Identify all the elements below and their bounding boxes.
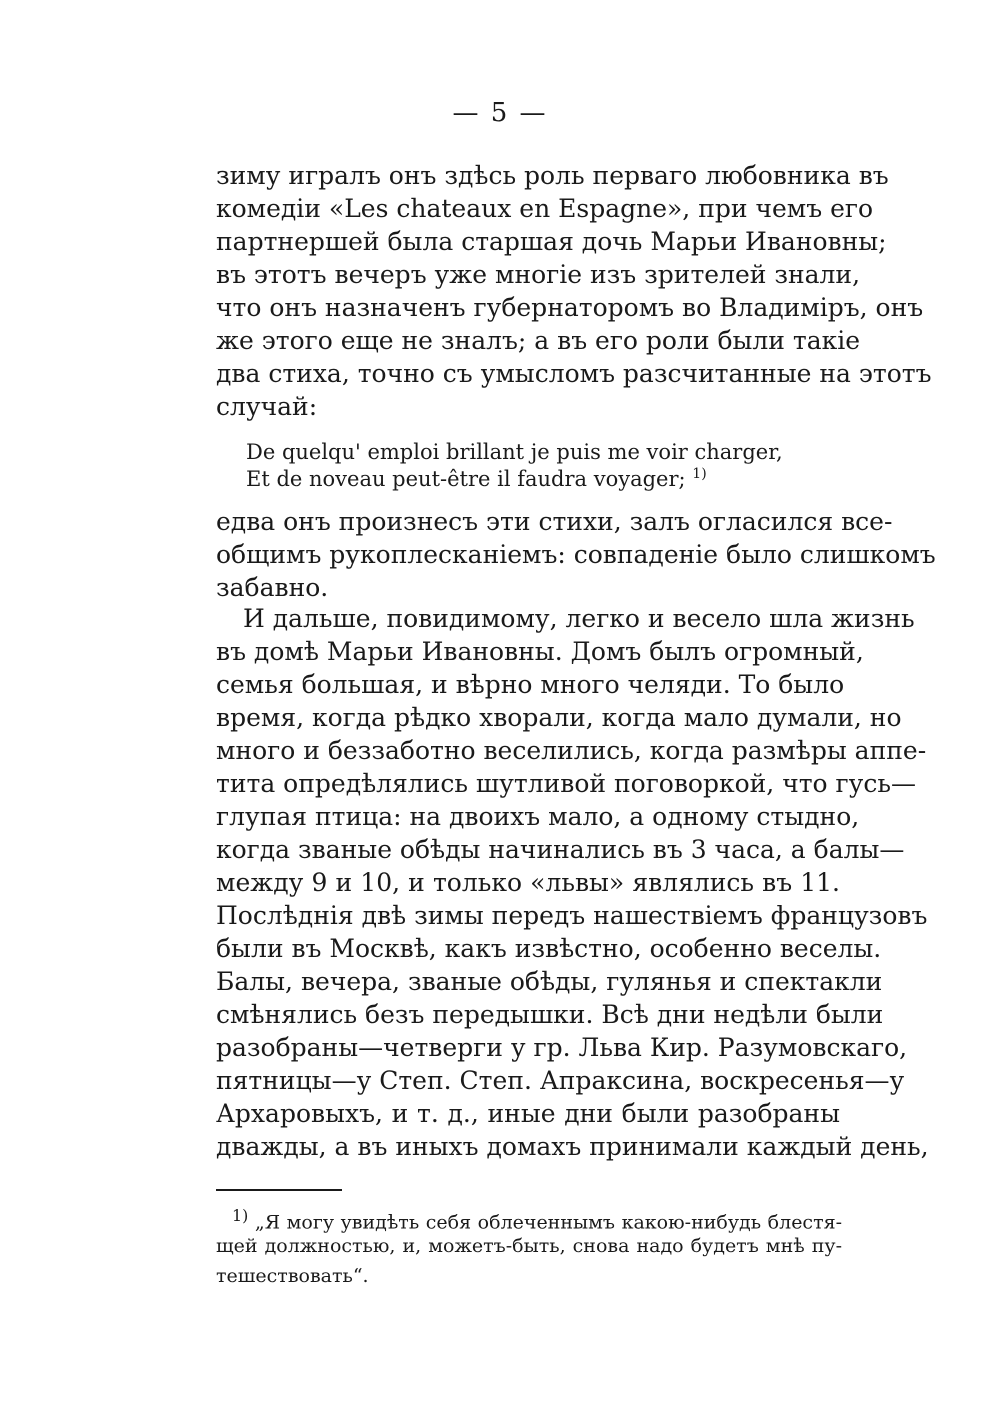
body-line: семья большая, и вѣрно много челяди. То было xyxy=(216,670,845,699)
body-line: Балы, вечера, званые обѣды, гулянья и спектакли xyxy=(216,967,883,996)
body-line: пятницы—у Степ. Степ. Апраксина, воскресенья—у xyxy=(216,1066,905,1095)
body-line: общимъ рукоплесканiемъ: совпаденiе было слишкомъ xyxy=(216,540,936,569)
body-line: И дальше, повидимому, легко и весело шла жизнь xyxy=(243,604,915,633)
body-line: комедiи «Les chateaux en Espagne», при чемъ его xyxy=(216,194,874,223)
body-line: время, когда рѣдко хворали, когда мало думали, но xyxy=(216,703,902,732)
footnote-line xyxy=(232,1203,842,1235)
footnote-text: „Я могу увидѣть себя облеченнымъ какою-нибудь блестя- xyxy=(254,1211,842,1234)
footnote-mark: 1) xyxy=(232,1206,249,1225)
body-line: тита опредѣлялись шутливой поговоркой, что гусь— xyxy=(216,769,916,798)
body-line: забавно. xyxy=(216,573,329,602)
body-line: были въ Москвѣ, какъ извѣстно, особенно веселы. xyxy=(216,934,882,963)
body-line: случай: xyxy=(216,392,318,421)
body-line: зиму игралъ онъ здѣсь роль перваго любовника въ xyxy=(216,161,889,190)
body-line: между 9 и 10, и только «львы» являлись въ 11. xyxy=(216,868,840,897)
body-line: много и беззаботно веселились, когда размѣры аппе- xyxy=(216,736,927,765)
footnote-reference: 1) xyxy=(692,466,707,482)
body-line: дважды, а въ иныхъ домахъ принимали каждый день, xyxy=(216,1132,929,1161)
page-number: — 5 — xyxy=(452,98,548,128)
body-line: когда званые обѣды начинались въ 3 часа, а балы— xyxy=(216,835,905,864)
footnote-line: тешествовать“. xyxy=(216,1265,369,1287)
body-line: два стиха, точно съ умысломъ разсчитанные на этотъ xyxy=(216,359,932,388)
body-line: разобраны—четверги у гр. Льва Кир. Разумовскаго, xyxy=(216,1033,908,1062)
body-line: глупая птица: на двоихъ мало, а одному стыдно, xyxy=(216,802,860,831)
body-line: смѣнялись безъ передышки. Всѣ дни недѣли были xyxy=(216,1000,884,1029)
footnote-line: щей должностью, и, можетъ-быть, снова надо будетъ мнѣ пу- xyxy=(216,1235,842,1257)
verse-line: De quelqu' emploi brillant je puis me voir charger, xyxy=(246,440,783,464)
verse-line xyxy=(246,465,707,493)
body-line: въ домѣ Марьи Ивановны. Домъ былъ огромный, xyxy=(216,637,864,666)
body-line: Послѣднiя двѣ зимы передъ нашествiемъ французовъ xyxy=(216,901,928,930)
body-line: Архаровыхъ, и т. д., иные дни были разобраны xyxy=(216,1099,840,1128)
body-line: же этого еще не зналъ; а въ его роли были такiе xyxy=(216,326,861,355)
verse-text: Et de noveau peut-être il faudra voyager; xyxy=(246,467,686,491)
body-line: въ этотъ вечеръ уже многiе изъ зрителей знали, xyxy=(216,260,861,289)
footnote-separator xyxy=(216,1189,342,1191)
body-line: едва онъ произнесъ эти стихи, залъ огласился все- xyxy=(216,507,893,536)
body-line: партнершей была старшая дочь Марьи Ивановны; xyxy=(216,227,887,256)
body-line: что онъ назначенъ губернаторомъ во Владимiръ, онъ xyxy=(216,293,924,322)
